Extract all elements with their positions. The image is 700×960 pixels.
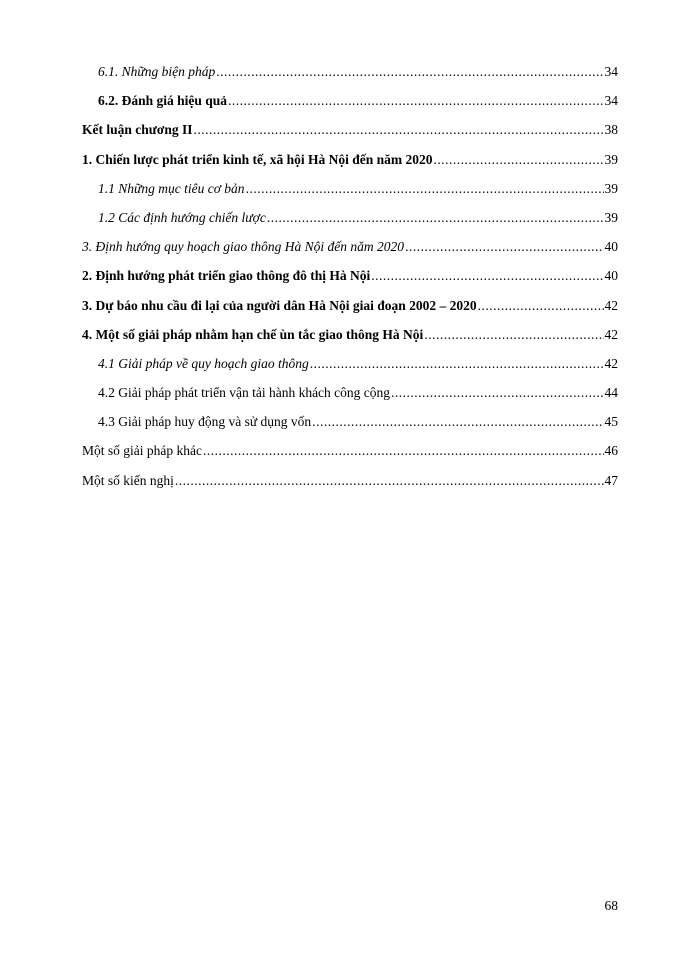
toc-entry-title: 2. Định hướng phát triển giao thông đô thị Hà Nội xyxy=(82,268,371,284)
dot-leader xyxy=(216,64,603,80)
dot-leader xyxy=(391,385,603,401)
toc-entry[interactable] xyxy=(82,385,618,414)
dot-leader xyxy=(310,356,604,372)
toc-entry-title: 4. Một số giải pháp nhằm hạn chế ùn tắc giao thông Hà Nội xyxy=(82,326,424,342)
toc-entry-page: 46 xyxy=(604,443,618,459)
toc-entry-page: 42 xyxy=(604,326,618,342)
dot-leader xyxy=(203,443,604,459)
toc-entry-page: 39 xyxy=(604,180,618,196)
toc-entry-title: 6.2. Đánh giá hiệu quả xyxy=(98,93,228,109)
toc-entry-title: 1.2 Các định hướng chiến lược xyxy=(98,209,266,225)
toc-entry[interactable] xyxy=(82,414,618,443)
toc-entry[interactable] xyxy=(82,122,618,151)
dot-leader xyxy=(312,414,603,430)
toc-entry-title: 6.1. Những biện pháp xyxy=(98,64,216,79)
toc-entry[interactable] xyxy=(82,181,618,210)
toc-entry-page: 38 xyxy=(604,122,618,138)
toc-entry-title: Kết luận chương II xyxy=(82,122,193,138)
dot-leader xyxy=(478,298,604,314)
toc-entry[interactable] xyxy=(82,298,618,327)
toc-entry-title: 4.3 Giải pháp huy động và sử dụng vốn xyxy=(98,414,312,430)
table-of-contents xyxy=(82,64,618,502)
dot-leader xyxy=(424,327,603,343)
dot-leader xyxy=(175,473,604,489)
toc-entry-title: 3. Dự báo nhu cầu đi lại của người dân Hà Nội giai đoạn 2002 – 2020 xyxy=(82,297,477,313)
page-number: 68 xyxy=(604,898,618,913)
toc-entry[interactable] xyxy=(82,93,618,122)
dot-leader xyxy=(405,239,603,255)
toc-entry[interactable] xyxy=(82,239,618,268)
toc-entry[interactable] xyxy=(82,64,618,93)
toc-entry[interactable] xyxy=(82,152,618,181)
toc-entry[interactable] xyxy=(82,327,618,356)
toc-entry-title: 1.1 Những mục tiêu cơ bản xyxy=(98,180,245,196)
toc-entry-page: 42 xyxy=(604,297,618,313)
toc-entry-page: 34 xyxy=(604,93,618,109)
toc-entry-page: 42 xyxy=(604,355,618,371)
toc-entry-title: Một số kiến nghị xyxy=(82,472,174,488)
toc-entry[interactable] xyxy=(82,268,618,297)
toc-entry[interactable] xyxy=(82,210,618,239)
dot-leader xyxy=(434,152,604,168)
toc-entry[interactable] xyxy=(82,356,618,385)
toc-entry[interactable] xyxy=(82,443,618,472)
toc-entry-title: Một số giải pháp khác xyxy=(82,443,202,459)
toc-entry-page: 39 xyxy=(604,209,618,225)
dot-leader xyxy=(371,268,603,284)
dot-leader xyxy=(267,210,604,226)
dot-leader xyxy=(228,93,603,109)
toc-entry-page: 40 xyxy=(604,239,618,255)
toc-entry-page: 47 xyxy=(604,472,618,488)
toc-entry[interactable] xyxy=(82,473,618,502)
toc-entry-page: 44 xyxy=(604,385,618,401)
dot-leader xyxy=(193,122,603,138)
toc-entry-title: 4.1 Giải pháp về quy hoạch giao thông xyxy=(98,355,309,371)
toc-entry-title: 4.2 Giải pháp phát triển vận tải hành khách công cộng xyxy=(98,385,391,401)
toc-entry-page: 34 xyxy=(604,64,618,79)
toc-entry-page: 40 xyxy=(604,268,618,284)
toc-entry-title: 3. Định hướng quy hoạch giao thông Hà Nội đến năm 2020 xyxy=(82,239,405,255)
dot-leader xyxy=(246,181,604,197)
toc-entry-page: 45 xyxy=(604,414,618,430)
toc-entry-page: 39 xyxy=(604,151,618,167)
toc-entry-title: 1. Chiến lược phát triển kinh tế, xã hội Hà Nội đến năm 2020 xyxy=(82,151,433,167)
